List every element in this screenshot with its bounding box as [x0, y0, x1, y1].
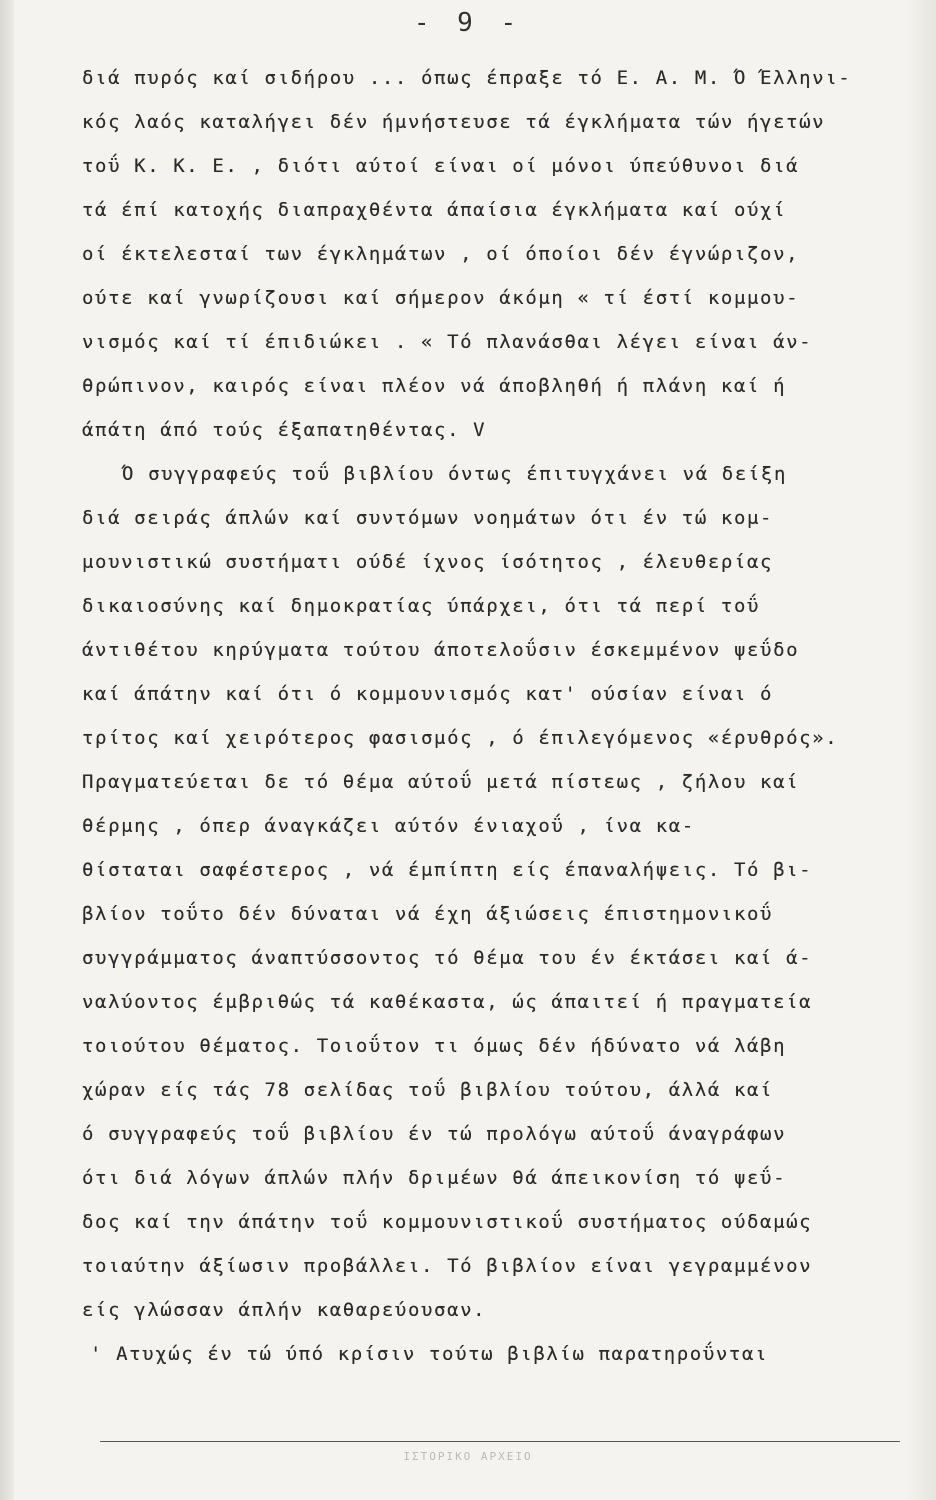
text-line: συγγράμματος άναπτύσσοντος τό θέμα του έν έκτάσει καί ά- — [82, 947, 813, 969]
text-line: ' Ατυχώς έν τώ ύπό κρίσιν τούτω βιβλίω παρατηροΰνται — [90, 1343, 769, 1365]
text-line: θίσταται σαφέστερος , νά έμπίπτη είς έπαναλήψεις. Τό βι- — [82, 859, 813, 881]
text-line: μουνιστικώ συστήματι ούδέ ίχνος ίσότητος , έλευθερίας — [82, 551, 774, 573]
text-line: άντιθέτου κηρύγματα τούτου άποτελοΰσιν έσκεμμένον ψεΰδο — [82, 639, 800, 661]
text-line: ότι διά λόγων άπλών πλήν δριμέων θά άπεικονίση τό ψεΰ- — [82, 1167, 787, 1189]
footer-rule — [100, 1441, 900, 1442]
binding-edge — [0, 0, 14, 1500]
text-line: Ό συγγραφεύς τοΰ βιβλίου όντως έπιτυγχάνει νά δείξη — [122, 463, 787, 485]
text-line: θρώπινον, καιρός είναι πλέον νά άποβληθή ή πλάνη καί ή — [82, 375, 787, 397]
text-line: δικαιοσύνης καί δημοκρατίας ύπάρχει, ότι τά περί τοΰ — [82, 595, 761, 617]
text-line: ούτε καί γνωρίζουσι καί σήμερον άκόμη « τί έστί κομμου- — [82, 287, 800, 309]
text-line: Πραγματεύεται δε τό θέμα αύτοΰ μετά πίστεως , ζήλου καί — [82, 771, 800, 793]
page-number: - 9 - — [413, 8, 523, 38]
archive-stamp: ΙΣΤΟΡΙΚΟ ΑΡΧΕΙΟ — [403, 1450, 533, 1463]
text-line: άπάτη άπό τούς έξαπατηθέντας. V — [82, 419, 487, 441]
text-line: τοιαύτην άξίωσιν προβάλλει. Τό βιβλίον είναι γεγραμμένον — [82, 1255, 813, 1277]
text-line: ό συγγραφεύς τοΰ βιβλίου έν τώ προλόγω αύτοΰ άναγράφων — [82, 1123, 787, 1145]
text-line: τοιούτου θέματος. Τοιοΰτον τι όμως δέν ήδύνατο νά λάβη — [82, 1035, 787, 1057]
text-line: διά πυρός καί σιδήρου ... όπως έπραξε τό Ε. Α. Μ. Ό Έλληνι- — [82, 67, 852, 89]
text-line: τά έπί κατοχής διαπραχθέντα άπαίσια έγκλήματα καί ούχί — [82, 199, 787, 221]
text-line: τρίτος καί χειρότερος φασισμός , ό έπιλεγόμενος «έρυθρός». — [82, 727, 839, 749]
text-line: κός λαός καταλήγει δέν ήμνήστευσε τά έγκλήματα τών ήγετών — [82, 111, 826, 133]
text-line: ναλύοντος έμβριθώς τά καθέκαστα, ώς άπαιτεί ή πραγματεία — [82, 991, 813, 1013]
typewritten-body — [82, 56, 882, 1376]
text-line: διά σειράς άπλών καί συντόμων νοημάτων ότι έν τώ κομ- — [82, 507, 774, 529]
text-line: οί έκτελεσταί των έγκλημάτων , οί όποίοι δέν έγνώριζον, — [82, 243, 800, 265]
text-line: τοΰ Κ. Κ. Ε. , διότι αύτοί είναι οί μόνοι ύπεύθυνοι διά — [82, 155, 800, 177]
text-line: θέρμης , όπερ άναγκάζει αύτόν ένιαχοΰ , ίνα κα- — [82, 815, 695, 837]
text-line: χώραν είς τάς 78 σελίδας τοΰ βιβλίου τούτου, άλλά καί — [82, 1079, 774, 1101]
text-line: νισμός καί τί έπιδιώκει . « Τό πλανάσθαι λέγει είναι άν- — [82, 331, 813, 353]
page-edge-shadow — [906, 0, 936, 1500]
text-line: καί άπάτην καί ότι ό κομμουνισμός κατ' ούσίαν είναι ό — [82, 683, 774, 705]
text-line: δος καί την άπάτην τοΰ κομμουνιστικοΰ συστήματος ούδαμώς — [82, 1211, 813, 1233]
text-line: βλίον τοΰτο δέν δύναται νά έχη άξιώσεις έπιστημονικοΰ — [82, 903, 774, 925]
text-line: είς γλώσσαν άπλήν καθαρεύουσαν. — [82, 1299, 487, 1321]
